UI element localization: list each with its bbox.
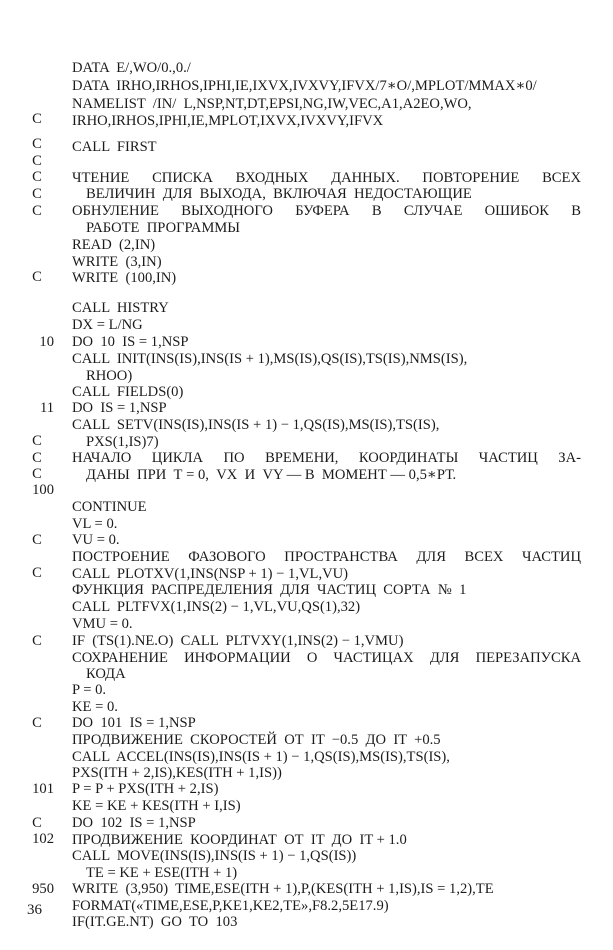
line-text: TE = KE + ESE(ITH + 1) [86, 865, 238, 881]
line-text: IRHO,IRHOS,IPHI,IE,MPLOT,IXVX,IVXVY,IFVX [72, 113, 384, 129]
line-label: C [32, 565, 42, 581]
line-text: DATA E/,WO/0.,0./ [72, 60, 191, 76]
line-text: CALL PLOTXV(1,INS(NSP + 1) − 1,VL,VU) [72, 566, 349, 582]
line-text: DO 10 IS = 1,NSP [72, 334, 189, 350]
line-text: VL = 0. [72, 516, 118, 532]
line-text: VMU = 0. [72, 616, 133, 632]
code-line [0, 632, 126, 682]
line-text: ПРОДВИЖЕНИЕ СКОРОСТЕЙ ОТ IT −0.5 ДО IT +0.5 [72, 732, 441, 748]
code-line [0, 26, 191, 76]
line-label: 11 [39, 400, 54, 416]
line-text: CALL FIRST [72, 139, 157, 155]
line-text: P = 0. [72, 682, 107, 698]
line-text: FORMAT(«TIME,ESE,P,KE1,KE2,TE»,F8.2,5E17.9) [72, 898, 389, 914]
line-label: 10 [39, 334, 54, 350]
line-text: ОБНУЛЕНИЕ ВЫХОДНОГО БУФЕРА В СЛУЧАЕ ОШИБОК В [72, 203, 581, 219]
line-text: IF(IT.GE.NT) GO TO 103 [72, 914, 238, 930]
line-text: CALL SETV(INS(IS),INS(IS + 1) − 1,QS(IS),MS(IS),TS(IS), [72, 417, 440, 433]
line-label: C [32, 633, 42, 649]
line-text: CALL HISTRY [72, 300, 169, 316]
line-text: РАБОТЕ ПРОГРАММЫ [86, 220, 241, 236]
line-text: CALL MOVE(INS(IS),INS(IS + 1) − 1,QS(IS)) [72, 848, 357, 864]
code-line [0, 465, 147, 515]
line-label: C [32, 203, 42, 219]
line-text: READ (2,IN) [72, 237, 156, 253]
line-label: C [32, 532, 42, 548]
code-line [0, 449, 42, 482]
line-text: PXS(ITH + 2,IS),KES(ITH + 1,IS)) [72, 765, 282, 781]
code-line [0, 119, 42, 152]
line-text: CONTINUE [72, 499, 147, 515]
line-text: CALL PLTFVX(1,INS(2) − 1,VL,VU,QS(1),32) [72, 599, 361, 615]
line-text: CALL ACCEL(INS(IS),INS(IS + 1) − 1,QS(IS),MS(IS),TS(IS), [72, 749, 450, 765]
line-text: СОХРАНЕНИЕ ИНФОРМАЦИИ О ЧАСТИЦАХ ДЛЯ ПЕРЕЗАПУСКА [72, 650, 581, 666]
line-text: VU = 0. [72, 532, 120, 548]
line-text: WRITE (100,IN) [72, 270, 177, 286]
line-label: C [32, 186, 42, 202]
line-label: C [32, 169, 42, 185]
line-text: НАЧАЛО ЦИКЛА ПО ВРЕМЕНИ, КООРДИНАТЫ ЧАСТИЦ ЗА- [72, 450, 581, 466]
line-label: C [32, 136, 42, 152]
line-text: ПОСТРОЕНИЕ ФАЗОВОГО ПРОСТРАНСТВА ДЛЯ ВСЕХ ЧАСТИЦ [72, 549, 581, 565]
line-text: CALL FIELDS(0) [72, 384, 184, 400]
line-text: P = P + PXS(ITH + 2,IS) [72, 781, 219, 797]
line-label: 950 [32, 881, 54, 897]
line-text: ФУНКЦИЯ РАСПРЕДЕЛЕНИЯ ДЛЯ ЧАСТИЦ СОРТА № 1 [72, 582, 467, 598]
page-number: 36 [27, 902, 42, 918]
line-text: DO 101 IS = 1,NSP [72, 715, 196, 731]
line-label: 102 [32, 831, 54, 847]
code-line [0, 203, 156, 253]
line-label: C [32, 450, 42, 466]
line-text: DO 102 IS = 1,NSP [72, 815, 196, 831]
line-text: NAMELIST /IN/ L,NSP,NT,DT,EPSI,NG,IW,VEC,A1,A2EO,WO, [72, 96, 472, 112]
line-text: WRITE (3,IN) [72, 254, 162, 270]
line-label: C [32, 715, 42, 731]
line-text: PXS(1,IS)7) [86, 434, 159, 450]
line-text: ЧТЕНИЕ СПИСКА ВХОДНЫХ ДАННЫХ. ПОВТОРЕНИЕ ВСЕХ [72, 170, 581, 186]
line-text: KE = 0. [72, 699, 118, 715]
line-label: C [32, 815, 42, 831]
line-label: 101 [32, 781, 54, 797]
line-label: C [32, 153, 42, 169]
line-text: IF (TS(1).NE.O) CALL PLTVXY(1,INS(2) − 1,VMU) [72, 633, 404, 649]
line-label: C [32, 433, 42, 449]
line-text: WRITE (3,950) TIME,ESE(ITH + 1),P,(KES(ITH + 1,IS),IS = 1,2),TE [72, 881, 494, 897]
line-label: C [32, 111, 42, 127]
line-text: ПРОДВИЖЕНИЕ КООРДИНАТ ОТ IT ДО IT + 1.0 [72, 832, 407, 848]
line-text: DX = L/NG [72, 317, 143, 333]
line-label: C [32, 269, 42, 285]
line-text: ДАНЫ ПРИ Т = 0, VX И VY — В МОМЕНТ — 0,5∗РТ. [86, 467, 457, 483]
line-text: DO IS = 1,NSP [72, 400, 167, 416]
line-text: RHOO) [86, 368, 133, 384]
line-text: ВЕЛИЧИН ДЛЯ ВЫХОДА, ВКЛЮЧАЯ НЕДОСТАЮЩИЕ [86, 186, 472, 202]
line-text: KE = KE + KES(ITH + I,IS) [72, 798, 241, 814]
line-text: КОДА [86, 666, 126, 682]
line-label: C [32, 466, 42, 482]
line-label: 100 [32, 482, 54, 498]
code-line [0, 186, 241, 236]
line-text: CALL INIT(INS(IS),INS(IS + 1),MS(IS),QS(IS),TS(IS),NMS(IS), [72, 351, 468, 367]
line-text: DATA IRHO,IRHOS,IPHI,IE,IXVX,IVXVY,IFVX/7∗O/,MPLOT/MMAX∗0/ [72, 78, 537, 94]
code-line [0, 582, 133, 632]
